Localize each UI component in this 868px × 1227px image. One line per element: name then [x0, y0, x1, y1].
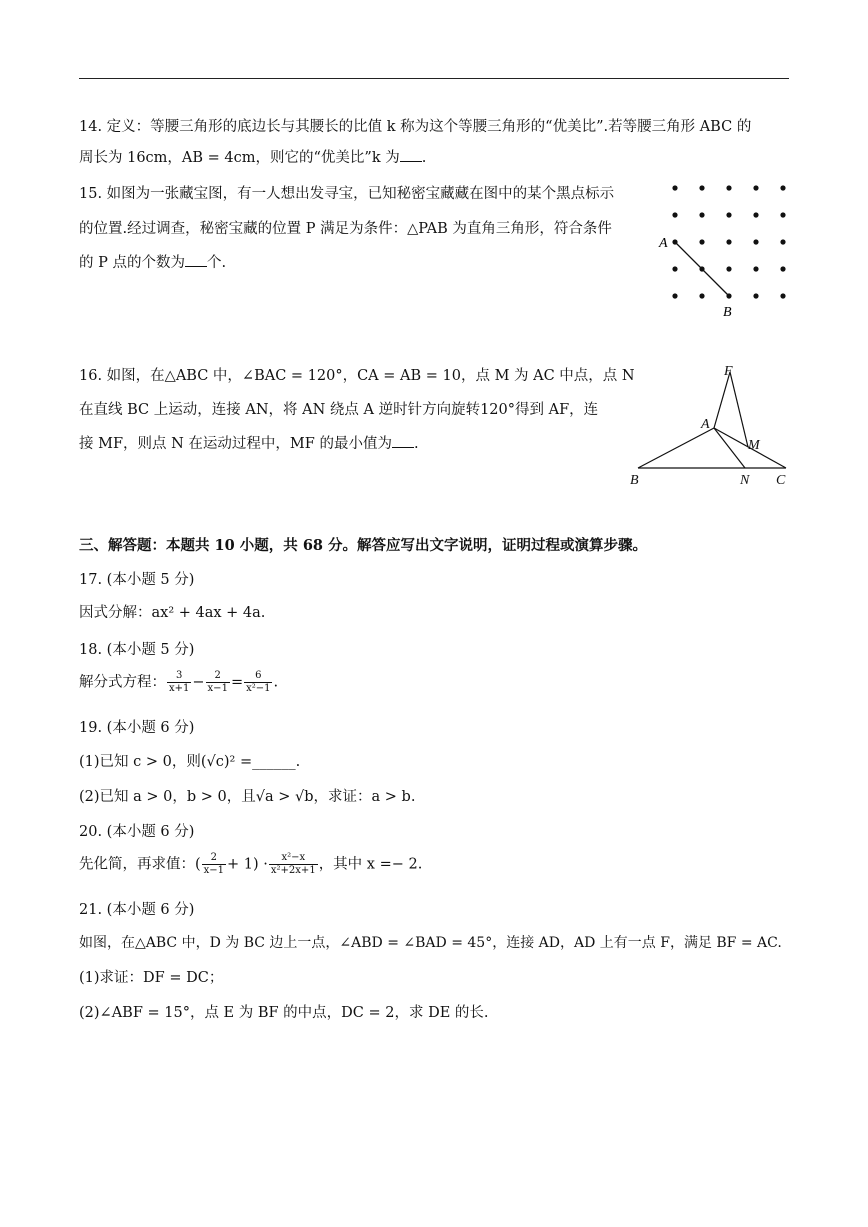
q21-body: 如图，在△ABC 中，D 为 BC 边上一点，∠ABD = ∠BAD = 45°，连接 AD，AD 上有一点 F，满足 BF = AC.: [79, 935, 782, 951]
q15-line-3: [79, 251, 226, 272]
q20-prefix: 先化简，再求值：(: [79, 856, 201, 873]
q20-f2-den: x²+2x+1: [270, 865, 316, 876]
label-a: A: [659, 236, 668, 251]
q20-fraction-1: [202, 852, 226, 877]
q18-f1-den: x+1: [169, 683, 190, 694]
q15-dot-grid-figure: [650, 176, 800, 326]
q16-line-3-text: 接 MF，则点 N 在运动过程中，MF 的最小值为: [79, 436, 392, 452]
q16-answer-blank: [392, 435, 414, 448]
q20-end: ，其中 x =− 2.: [318, 856, 423, 873]
q20-body: [79, 852, 422, 877]
q19-p1-end: .: [295, 754, 301, 770]
q19-p1-blank: ______: [252, 754, 296, 770]
q18-f3-num: 6: [244, 670, 272, 683]
q14-answer-blank: [400, 149, 422, 162]
label-m: M: [748, 438, 760, 453]
q19-p1-text: (1)已知 c > 0，则(√c)² =: [79, 754, 253, 770]
q15-line-3-text: 的 P 点的个数为: [79, 255, 185, 271]
q18-minus: −: [192, 674, 205, 691]
q21-part-1: (1)求证：DF = DC；: [79, 970, 224, 986]
q18-prefix: 解分式方程：: [79, 674, 166, 691]
q18-equals: =: [230, 674, 244, 691]
q20-fraction-2: [269, 852, 318, 877]
label-f: F: [724, 364, 733, 379]
label-b: B: [723, 305, 732, 320]
segment-ab: [638, 428, 714, 468]
q14-line-1: 14. 定义：等腰三角形的底边长与其腰长的比值 k 称为这个等腰三角形的“优美比”.若等腰三角形 ABC 的: [79, 119, 752, 135]
q15-line-3-end: 个.: [206, 255, 227, 271]
q20-mid: + 1) ·: [227, 856, 268, 873]
q18-f2-num: 2: [206, 670, 230, 683]
q20-f1-num: 2: [202, 852, 226, 865]
q15-line-2: 的位置.经过调查，秘密宝藏的位置 P 满足为条件：△PAB 为直角三角形，符合条件: [79, 221, 612, 237]
q18-fraction-3: [244, 670, 272, 695]
q16-triangle-figure: [626, 358, 798, 490]
q18-head: 18. (本小题 5 分): [79, 642, 195, 658]
dot-grid: [672, 185, 785, 298]
label-c: C: [776, 473, 786, 488]
segment-mf: [730, 372, 748, 447]
q16-line-3: [79, 432, 419, 453]
q18-fraction-1: [167, 670, 191, 695]
q17-head: 17. (本小题 5 分): [79, 572, 195, 588]
q18-fraction-2: [206, 670, 230, 695]
segment-ab: [675, 242, 729, 296]
q16-line-1: 16. 如图，在△ABC 中，∠BAC = 120°，CA = AB = 10，点 M 为 AC 中点，点 N: [79, 368, 635, 384]
section-3-heading: 三、解答题：本题共 10 小题，共 68 分。解答应写出文字说明，证明过程或演算步骤。: [79, 537, 648, 554]
label-n: N: [740, 473, 750, 488]
q14-line-2-text: 周长为 16cm，AB = 4cm，则它的“优美比”k 为: [79, 150, 400, 166]
label-a: A: [701, 417, 710, 432]
q21-head: 21. (本小题 6 分): [79, 902, 195, 918]
q20-f2-num: x²−x: [269, 852, 318, 865]
header-rule: [79, 78, 789, 79]
q20-head: 20. (本小题 6 分): [79, 824, 195, 840]
q15-line-1: 15. 如图为一张藏宝图，有一人想出发寻宝，已知秘密宝藏藏在图中的某个黑点标示: [79, 186, 615, 202]
q14-line-2: [79, 146, 426, 167]
q18-f2-den: x−1: [207, 683, 228, 694]
segment-an: [714, 428, 745, 468]
q17-body: 因式分解：ax² + 4ax + 4a.: [79, 605, 266, 621]
q18-end: .: [273, 674, 279, 691]
segment-af: [714, 372, 730, 428]
q21-part-2: (2)∠ABF = 15°，点 E 为 BF 的中点，DC = 2，求 DE 的长.: [79, 1005, 489, 1021]
q16-line-3-end: .: [413, 436, 419, 452]
q19-head: 19. (本小题 6 分): [79, 720, 195, 736]
q15-answer-blank: [185, 254, 207, 267]
q16-line-2: 在直线 BC 上运动，连接 AN，将 AN 绕点 A 逆时针方向旋转120°得到 AF，连: [79, 402, 599, 418]
q14-line-2-end: .: [421, 150, 427, 166]
q19-part-2: (2)已知 a > 0，b > 0，且√a > √b，求证：a > b.: [79, 789, 416, 805]
q18-body: [79, 670, 278, 695]
q20-f1-den: x−1: [203, 865, 225, 876]
q18-f3-den: x²−1: [246, 683, 271, 694]
q18-f1-num: 3: [167, 670, 191, 683]
label-b: B: [630, 473, 639, 488]
q19-part-1: [79, 750, 300, 771]
